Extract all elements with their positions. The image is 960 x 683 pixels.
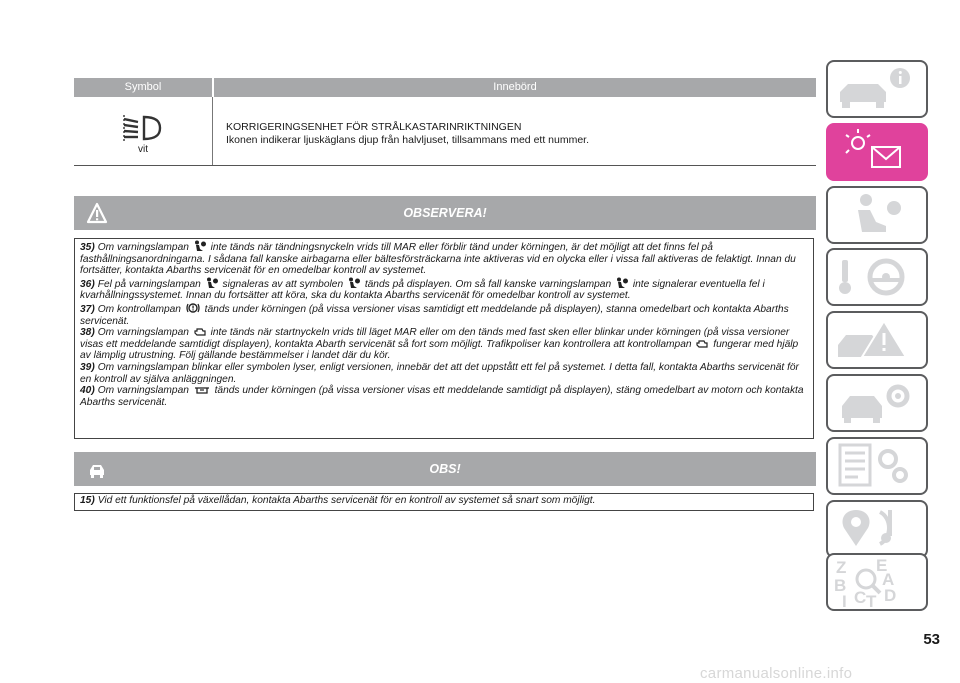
tpms-icon xyxy=(194,386,210,395)
footer-watermark[interactable]: carmanualsonline.info xyxy=(700,665,853,682)
svg-text:C: C xyxy=(854,588,867,607)
tab-multimedia[interactable] xyxy=(826,500,928,558)
svg-text:B: B xyxy=(834,576,847,595)
engine-check-icon xyxy=(194,327,206,337)
dashboard-lights-icon xyxy=(828,125,926,179)
table-row xyxy=(74,97,816,166)
svg-text:T: T xyxy=(866,592,877,609)
airbag-passenger-icon xyxy=(348,277,360,289)
warning-item: 38) Om varningslampan inte tänds när startnyckeln vrids till läget MAR eller om den tänds med fast sken eller blinkar under körningen (på vissa versioner visas ett meddelande samtidigt displayen), kontakta Abarth servicenät så fort som möjligt. Trafikpoliser kan kontrollera att kontrollampan fungerar med hjälp av lämplig utrustning. Följ gällande bestämmelser i landet där du kör. xyxy=(80,327,799,362)
svg-text:D: D xyxy=(884,586,897,605)
technical-data-icon xyxy=(828,439,926,493)
symbol-cell xyxy=(74,97,213,165)
warning-item: 39) Om varningslampan blinkar eller symbolen lyser, enligt versionen, innebär det att det uppstått ett fel på systemet. I detta fall, kontakta Abarths servicenät för en kontroll av själva anläggningen. xyxy=(80,361,799,385)
index-icon xyxy=(828,555,926,609)
warning-title: OBSERVERA! xyxy=(403,206,487,220)
warning-item: 37) Om kontrollampan tänds under körningen (på vissa versioner visas samtidigt ett meddelande på displayen), stanna omedelbart och kontakta Abarths servicenät. xyxy=(80,303,789,327)
tab-emergency[interactable] xyxy=(826,311,928,369)
tab-car-info[interactable] xyxy=(826,60,928,118)
tab-key-steering[interactable] xyxy=(826,248,928,306)
car-info-icon xyxy=(828,62,926,116)
tab-maintenance[interactable] xyxy=(826,374,928,432)
brake-warning-icon xyxy=(186,302,200,314)
tab-index[interactable] xyxy=(826,553,928,611)
warning-item: 36) Fel på varningslampan signaleras av att symbolen tänds på displayen. Om så fall kanske varningslampan inte signalerar eventuella fel i kvarhållningssystemet. Innan du fortsätter att köra, ska du kontakta Abarths servicenät för omedelbar kontroll av systemet. xyxy=(80,278,765,302)
warning-body xyxy=(74,238,814,439)
engine-check-icon xyxy=(696,339,708,349)
tab-dashboard-lights[interactable] xyxy=(826,123,928,181)
meaning-cell xyxy=(213,97,816,165)
svg-text:Z: Z xyxy=(836,558,847,577)
svg-text:A: A xyxy=(882,570,895,589)
key-steering-icon xyxy=(828,250,926,304)
airbag-passenger-icon xyxy=(206,277,218,289)
warning-item: 35) Om varningslampan inte tänds när tändningsnyckeln vrids till MAR eller förblir tänd under körningen, är det möjligt att det finns fel på fasthållningsanordningarna. I sådana fall kanske airbagarna eller bältesförsträckarna inte aktiveras vid en olycka eller i vissa fall aktiveras de felaktigt. Innan du fortsätter, kontakta Abarths servicenät för en omedelbar kontroll av systemet. xyxy=(80,242,796,277)
warning-header xyxy=(74,196,816,230)
table-header xyxy=(74,78,816,97)
headlight-leveling-icon xyxy=(120,113,164,143)
note-title: OBS! xyxy=(429,462,461,476)
multimedia-icon xyxy=(828,502,926,556)
note-item: 15) Vid ett funktionsfel på växellådan, kontakta Abarths servicenät för en kontroll av systemet så snart som möjligt. xyxy=(80,495,596,506)
symbol-color-label: vit xyxy=(138,144,148,155)
meaning-title: KORRIGERINGSENHET FÖR STRÅLKASTARINRIKTNINGEN xyxy=(226,121,522,133)
airbag-passenger-icon xyxy=(194,240,206,252)
warning-item: 40) Om varningslampan tänds under körningen (på vissa versioner visas ett meddelande samtidigt på displayen), stäng omedelbart av motorn och kontakta Abarths servicenät. xyxy=(80,385,804,408)
tab-technical-data[interactable] xyxy=(826,437,928,495)
emergency-icon xyxy=(828,313,926,367)
header-meaning: Innebörd xyxy=(493,81,537,93)
note-body xyxy=(74,493,814,511)
meaning-text: Ikonen indikerar ljuskäglans djup från halvljuset, tillsammans med ett nummer. xyxy=(226,134,590,146)
seat-safety-icon xyxy=(828,188,926,242)
svg-text:I: I xyxy=(842,592,847,609)
maintenance-icon xyxy=(828,376,926,430)
page-number: 53 xyxy=(923,631,940,648)
airbag-passenger-icon xyxy=(616,277,628,289)
note-header xyxy=(74,452,816,486)
tab-seat-safety[interactable] xyxy=(826,186,928,244)
header-symbol: Symbol xyxy=(74,78,214,97)
svg-text:E: E xyxy=(876,556,888,575)
